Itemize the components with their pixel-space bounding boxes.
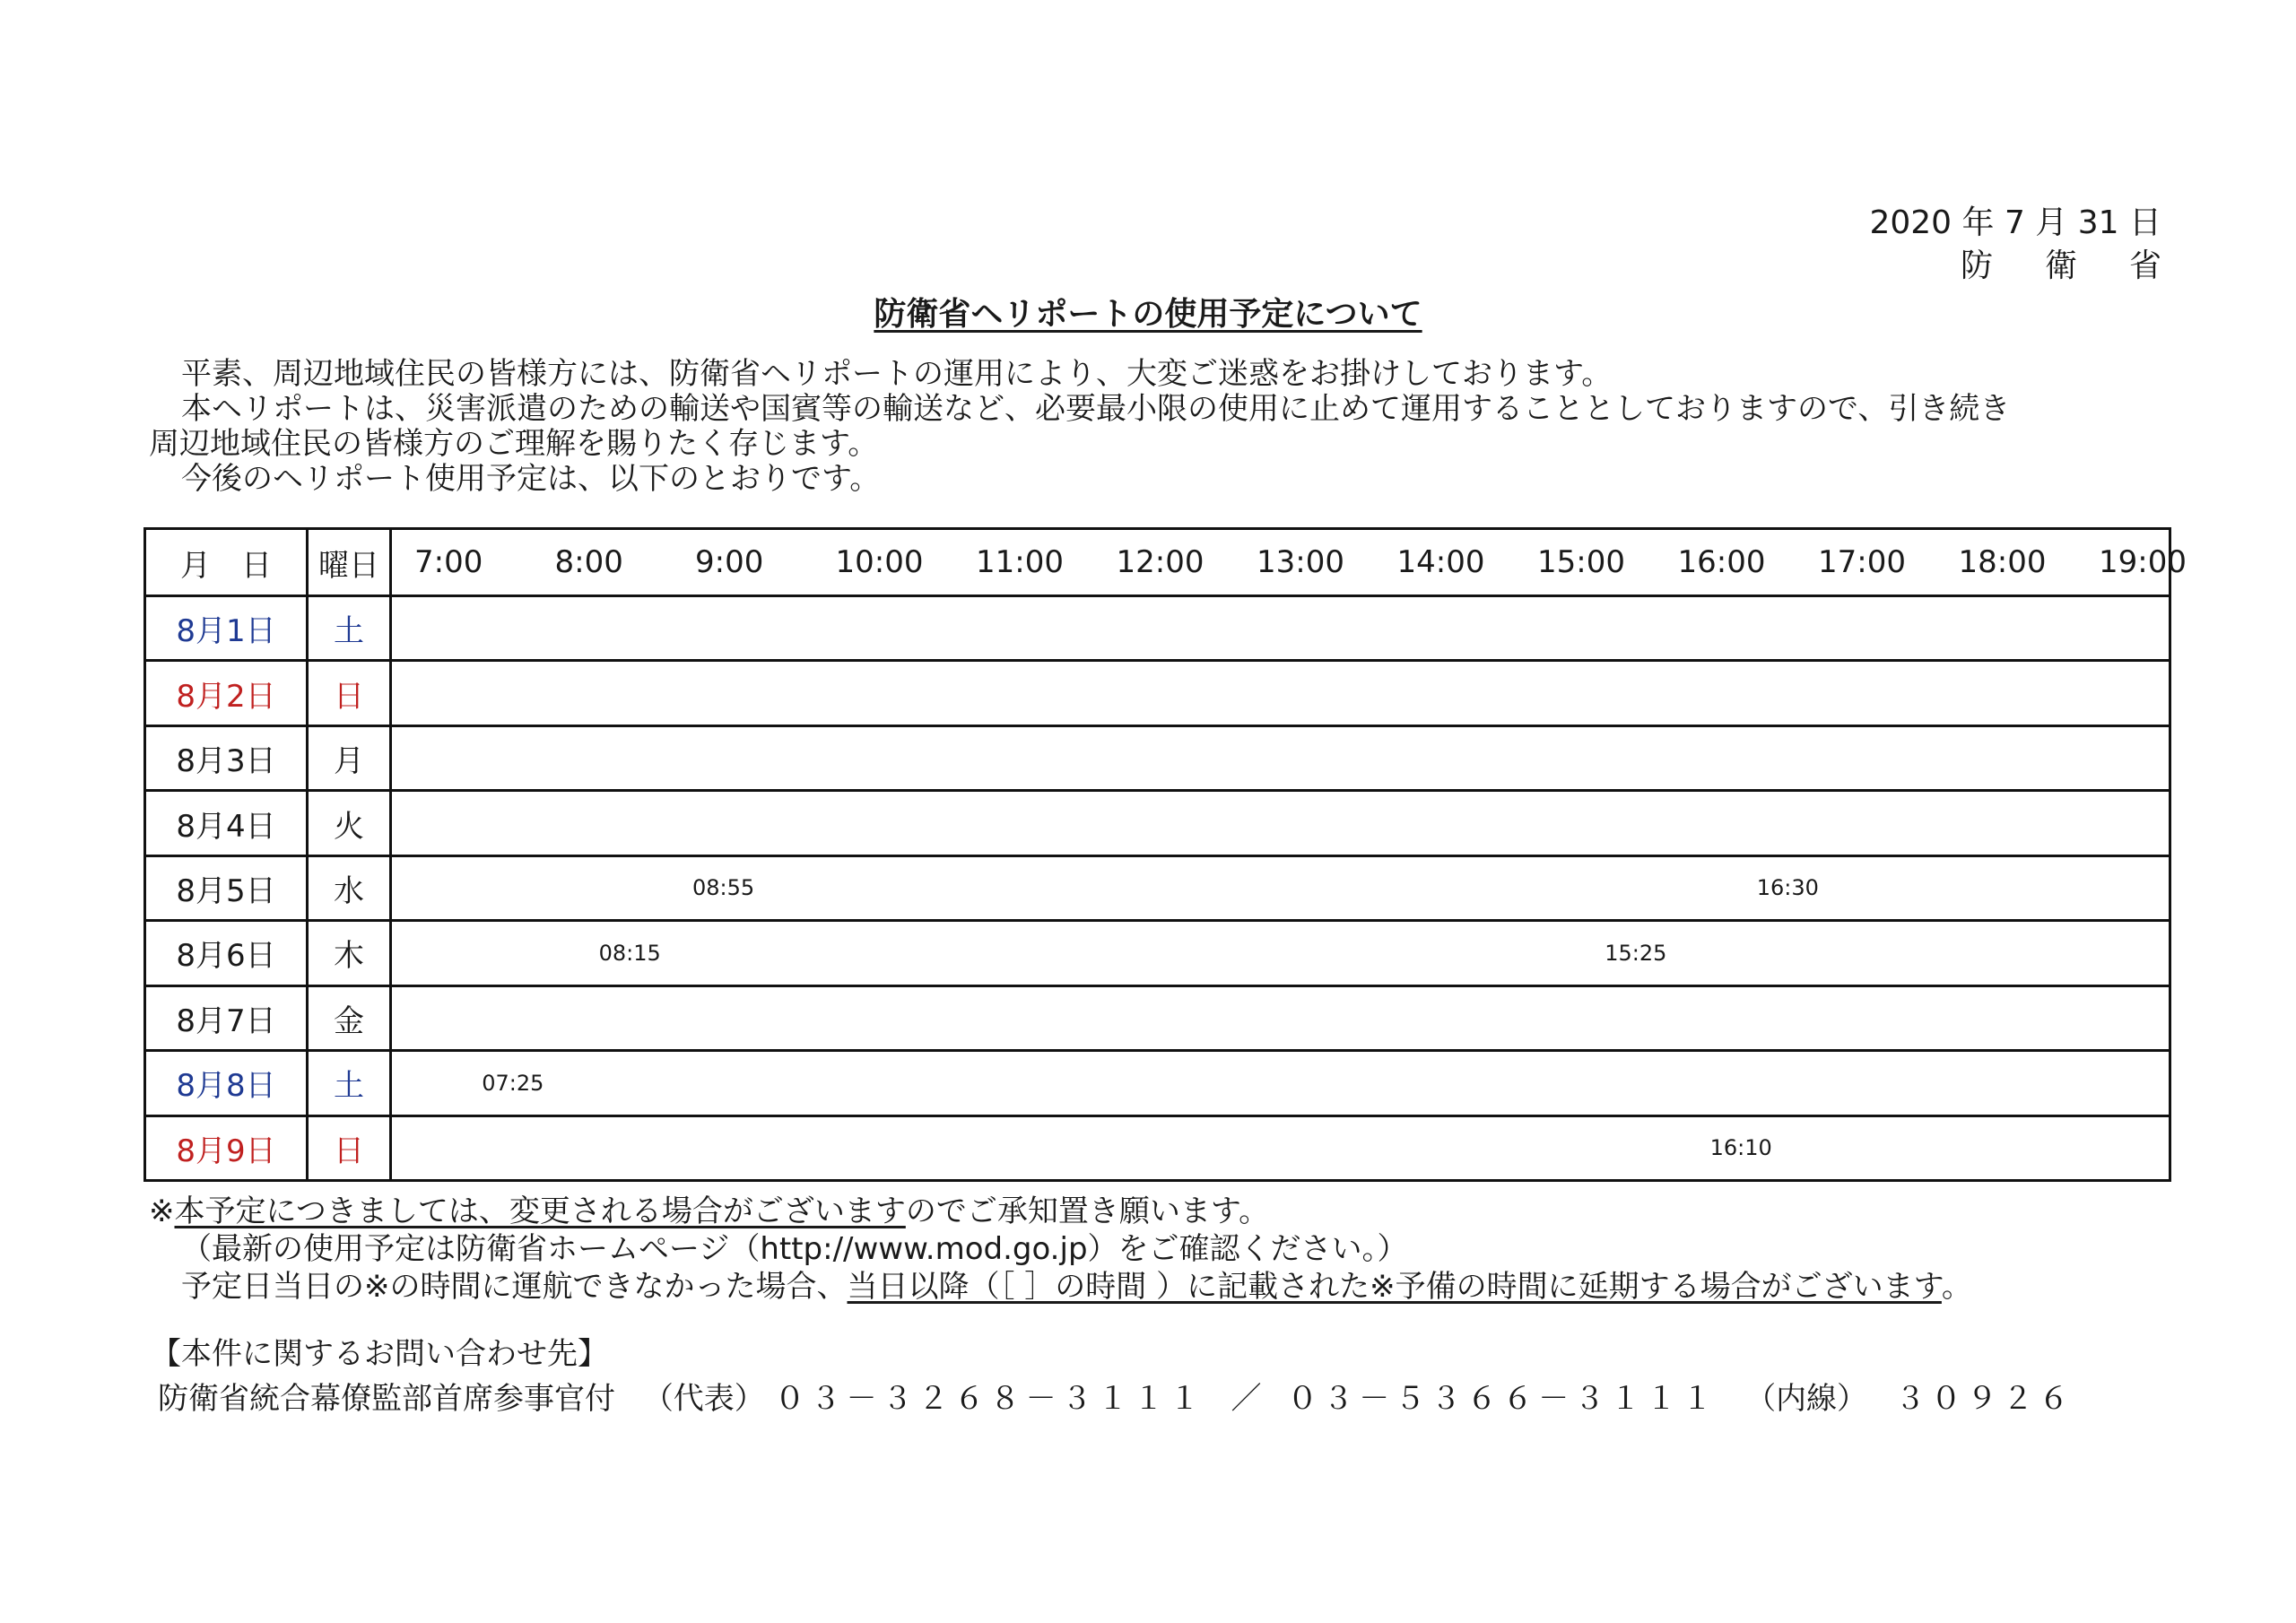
row-day-of-week: 日: [308, 1115, 391, 1181]
row-date: 8月6日: [145, 921, 308, 985]
scheduled-time: 08:55: [691, 875, 755, 901]
contact-department: 防衛省統合幕僚監部首席参事官付: [158, 1381, 615, 1417]
intro-line-1: 平素、周辺地域住民の皆様方には、防衛省ヘリポートの運用により、大変ご迷惑をお掛けしております。: [181, 356, 1613, 392]
row-date: 8月7日: [145, 985, 308, 1050]
row-date: 8月1日: [145, 596, 308, 661]
scheduled-time: 07:25: [482, 1070, 544, 1096]
row-time-slots: [391, 725, 2170, 790]
row-time-slots: [391, 1051, 2170, 1115]
hour-label: 17:00: [1818, 544, 1906, 580]
scheduled-time: 16:10: [1709, 1135, 1772, 1161]
contact-block: [151, 1332, 2074, 1421]
row-day-of-week: 水: [308, 855, 391, 920]
issue-date: 2020 年 7 月 31 日: [1869, 204, 2161, 241]
note-line-1-rest: のでご承知置き願います。: [905, 1193, 1270, 1229]
scheduled-time: 16:30: [1756, 875, 1819, 901]
schedule-row: [145, 791, 2170, 855]
note-line-1: [149, 1193, 2212, 1230]
hour-label: 8:00: [554, 544, 623, 580]
row-time-slots: [391, 791, 2170, 855]
hour-label: 18:00: [1958, 544, 2047, 580]
intro-line-2: 本ヘリポートは、災害派遣のための輸送や国賓等の輸送など、必要最小限の使用に止めて運用することとしておりますので、引き続き: [181, 391, 2011, 427]
hour-label: 16:00: [1677, 544, 1766, 580]
scheduled-time: 15:25: [1605, 940, 1667, 966]
hour-label: 12:00: [1116, 544, 1205, 580]
schedule-row: [145, 921, 2170, 985]
row-date: 8月3日: [145, 725, 308, 790]
row-day-of-week: 月: [308, 725, 391, 790]
intro-line-3: 周辺地域住民の皆様方のご理解を賜りたく存じます。: [149, 426, 879, 462]
extension-label: （内線）: [1745, 1381, 1868, 1417]
row-day-of-week: 木: [308, 921, 391, 985]
schedule-header-row: [145, 529, 2170, 596]
intro-line-4: 今後のヘリポート使用予定は、以下のとおりです。: [181, 461, 881, 497]
schedule-row: [145, 985, 2170, 1050]
note-line-3-pre: 予定日当日の※の時間に運航できなかった場合、: [181, 1269, 848, 1305]
row-date: 8月8日: [145, 1051, 308, 1115]
row-time-slots: [391, 855, 2170, 920]
hour-label: 19:00: [2099, 544, 2187, 580]
phone-separator: ／: [1231, 1381, 1262, 1417]
schedule-row: [145, 855, 2170, 920]
hour-label: 10:00: [835, 544, 924, 580]
header-hours: [391, 529, 2187, 596]
header-date: 月 日: [145, 529, 308, 596]
row-date: 8月5日: [145, 855, 308, 920]
phone-alt: ０３－５３６６－３１１１: [1287, 1381, 1718, 1417]
row-day-of-week: 土: [308, 1051, 391, 1115]
row-time-slots: [391, 985, 2170, 1050]
date-block: [1869, 202, 2213, 288]
header-day-of-week: 曜日: [308, 529, 391, 596]
phone-main: ０３－３２６８－３１１１: [774, 1381, 1205, 1417]
row-day-of-week: 金: [308, 985, 391, 1050]
note-line-3-post: 。: [1941, 1269, 1972, 1305]
row-date: 8月9日: [145, 1115, 308, 1181]
row-time-slots: [391, 596, 2170, 661]
row-date: 8月4日: [145, 791, 308, 855]
heliport-schedule-table: [144, 527, 2187, 1182]
row-time-slots: [391, 661, 2170, 725]
row-time-slots: [391, 1115, 2170, 1181]
schedule-row: [145, 1051, 2170, 1115]
rep-label: （代表）: [642, 1381, 765, 1417]
hour-label: 9:00: [695, 544, 764, 580]
row-date: 8月2日: [145, 661, 308, 725]
extension-number: ３０９２６: [1894, 1381, 2074, 1417]
schedule-row: [145, 661, 2170, 725]
notes: [149, 1193, 2212, 1306]
schedule-row: [145, 1115, 2170, 1181]
contact-line: [158, 1376, 2074, 1421]
note-change-warning: 本予定につきましては、変更される場合がございます: [174, 1193, 906, 1229]
note-mark: ※: [149, 1193, 175, 1229]
note-line-2: （最新の使用予定は防衛省ホームページ（http://www.mod.go.jp）をご確認ください。）: [181, 1231, 1408, 1267]
row-time-slots: [391, 921, 2170, 985]
scheduled-time: 08:15: [598, 940, 661, 966]
hour-label: 13:00: [1257, 544, 1344, 580]
hour-label: 7:00: [414, 544, 483, 580]
document-title: 防衛省ヘリポートの使用予定について: [874, 296, 1422, 333]
intro-text: [149, 357, 2185, 497]
hour-label: 15:00: [1537, 544, 1625, 580]
note-postpone-warning: 当日以降（［ ］の時間 ）に記載された※予備の時間に延期する場合がございます: [847, 1269, 1942, 1305]
schedule-body: [145, 596, 2170, 1181]
issuing-organization: 防衛省: [1960, 247, 2213, 284]
hour-label: 11:00: [976, 544, 1064, 580]
contact-heading: 【本件に関するお問い合わせ先】: [151, 1336, 608, 1372]
note-line-3: [149, 1268, 2212, 1306]
row-day-of-week: 火: [308, 791, 391, 855]
row-day-of-week: 日: [308, 661, 391, 725]
hour-label: 14:00: [1396, 544, 1485, 580]
row-day-of-week: 土: [308, 596, 391, 661]
schedule-row: [145, 725, 2170, 790]
schedule-row: [145, 596, 2170, 661]
